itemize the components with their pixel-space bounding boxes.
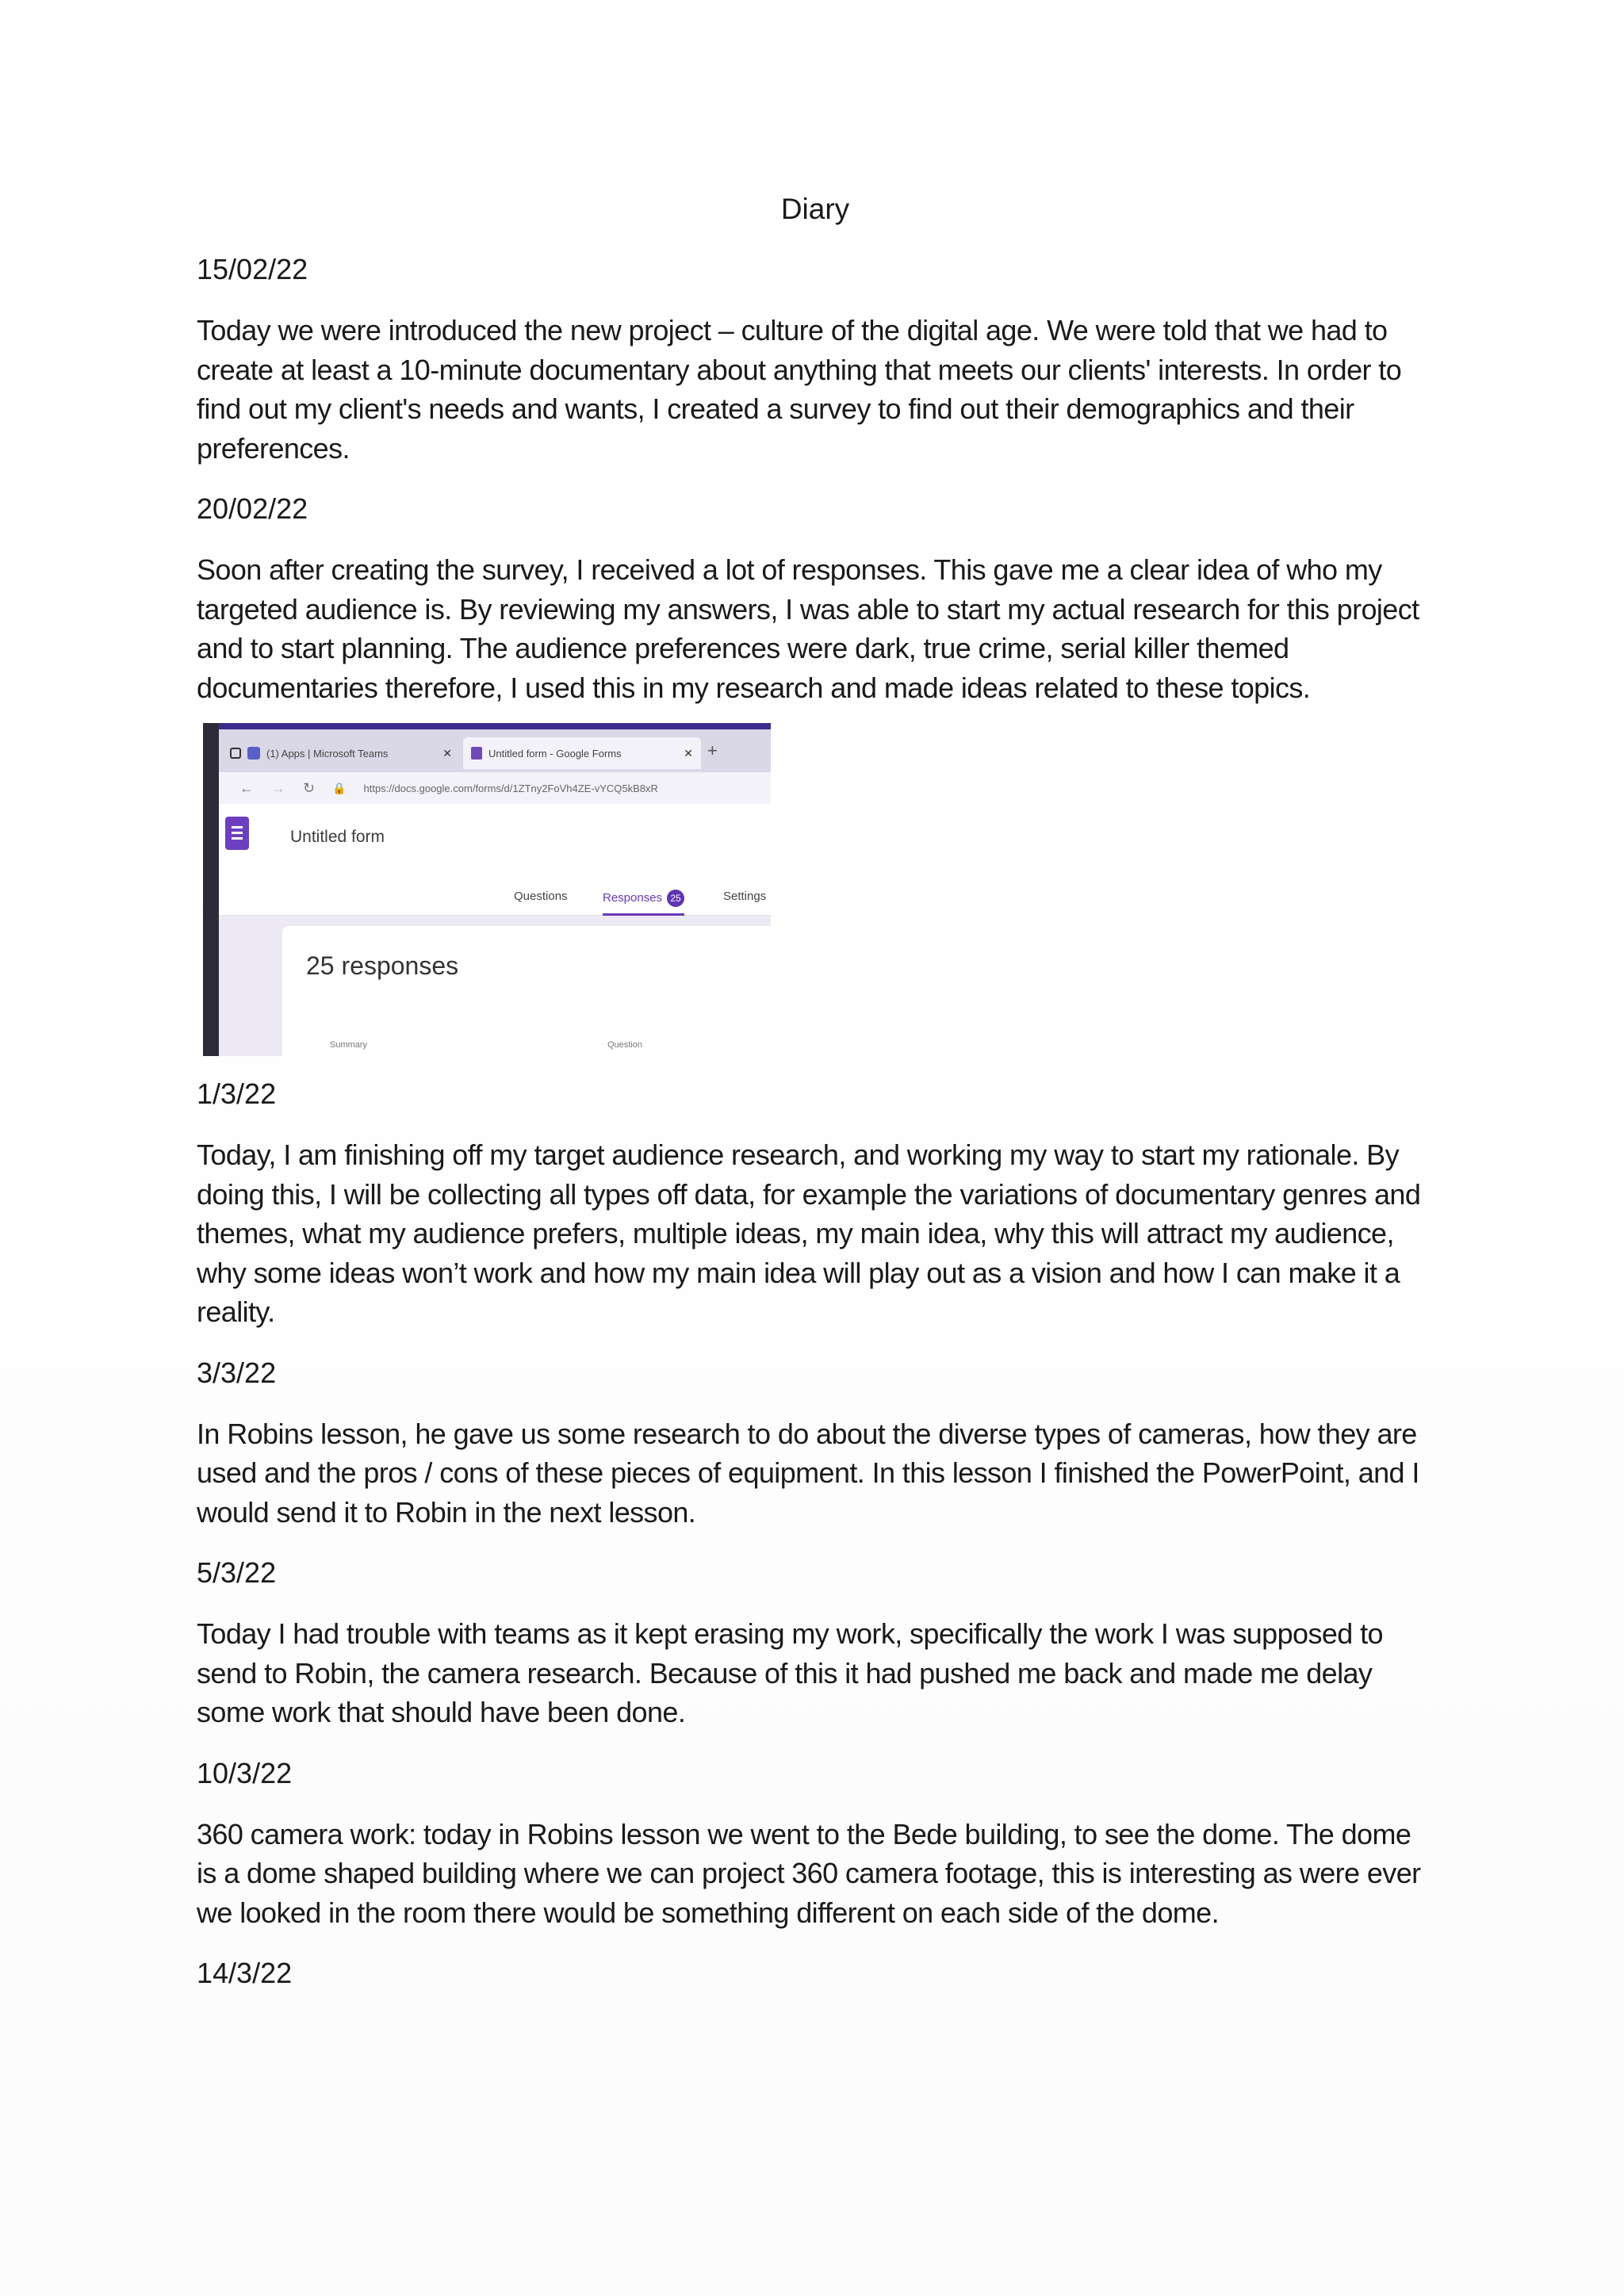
new-tab-icon: + (707, 740, 718, 760)
google-forms-screenshot (203, 723, 771, 1056)
close-icon: ✕ (684, 746, 693, 760)
responses-heading: 25 responses (306, 951, 459, 980)
entry-date: 15/02/22 (197, 253, 308, 285)
subtab-summary: Summary (330, 1040, 368, 1050)
url-text: https://docs.google.com/forms/d/1ZTny2FoVh4ZE-vYCQ5kB8xR (363, 782, 658, 794)
entry-text: Today I had trouble with teams as it kept erasing my work, specifically the work I was supposed to send to Robin, the camera research. Because of this it had pushed me back and made me delay some work that should have been done. (197, 1617, 1383, 1728)
entry-text: Today, I am finishing off my target audience research, and working my way to start my rationale. By doing this, I will be collecting all types off data, for example the variations of documentary genres and themes, what my audience prefers, multiple ideas, my main idea, why this will attract my audience, why some ideas won’t work and how my main idea will play out as a vision and how I can make it a reality. (197, 1138, 1421, 1328)
entry-date: 5/3/22 (197, 1556, 277, 1589)
close-icon: ✕ (442, 746, 452, 760)
entry-date: 20/02/22 (197, 492, 308, 525)
browser-tab-forms (463, 737, 701, 769)
window-icon (230, 748, 241, 759)
forward-arrow-icon: → (271, 779, 285, 796)
browser-tabstrip (203, 723, 771, 772)
responses-count-badge: 25 (667, 890, 684, 907)
entry-date: 10/3/22 (197, 1756, 293, 1789)
reload-icon: ↻ (303, 779, 316, 796)
entry-date: 14/3/22 (197, 1957, 293, 1989)
entry-text: Soon after creating the survey, I received a lot of responses. This gave me a clear idea of who my targeted audience is. By reviewing my answers, I was able to start my actual research for this project and to start planning. The audience preferences were dark, true crime, serial killer themed documentaries therefore, I used this in my research and made ideas related to these topics. (197, 553, 1419, 704)
browser-tab-label: (1) Apps | Microsoft Teams (266, 747, 389, 760)
document-body (197, 190, 1434, 2015)
entry-text: Today we were introduced the new project – culture of the digital age. We were told that we had to create at least a 10-minute documentary about anything that meets our clients' interests. In order to find out my client's needs and wants, I created a survey to find out their demographics and their preferences. (197, 314, 1402, 465)
tab-responses (603, 890, 684, 916)
entry-text: In Robins lesson, he gave us some research to do about the diverse types of cameras, how they are used and the pros / cons of these pieces of equipment. In this lesson I finished the PowerPoint, and I would send it to Robin in the next lesson. (197, 1417, 1419, 1529)
form-tabs (219, 880, 771, 916)
entry-date: 3/3/22 (197, 1356, 277, 1389)
form-title: Untitled form (290, 828, 385, 846)
tab-questions: Questions (514, 890, 568, 903)
subtab-question: Question (607, 1040, 643, 1050)
tab-responses-label: Responses (603, 891, 663, 905)
tab-settings: Settings (723, 890, 767, 903)
google-forms-logo-icon (225, 817, 249, 850)
screen-edge (203, 723, 219, 1056)
browser-tab-label: Untitled form - Google Forms (488, 747, 622, 760)
responses-subtabs (330, 1040, 726, 1054)
teams-icon (247, 747, 260, 760)
responses-card (282, 926, 771, 1056)
entry-text: 360 camera work: today in Robins lesson we went to the Bede building, to see the dome. The dome is a dome shaped building where we can project 360 camera footage, this is interesting as were ever we looked in the room there would be something different on each side of the dome. (197, 1817, 1421, 1929)
forms-icon (471, 747, 482, 760)
lock-icon: 🔒 (332, 781, 347, 794)
document-title: Diary (780, 193, 850, 225)
browser-tab-teams (222, 737, 460, 769)
entry-date: 1/3/22 (197, 1077, 277, 1110)
address-bar (219, 772, 771, 804)
back-arrow-icon: ← (239, 779, 254, 796)
